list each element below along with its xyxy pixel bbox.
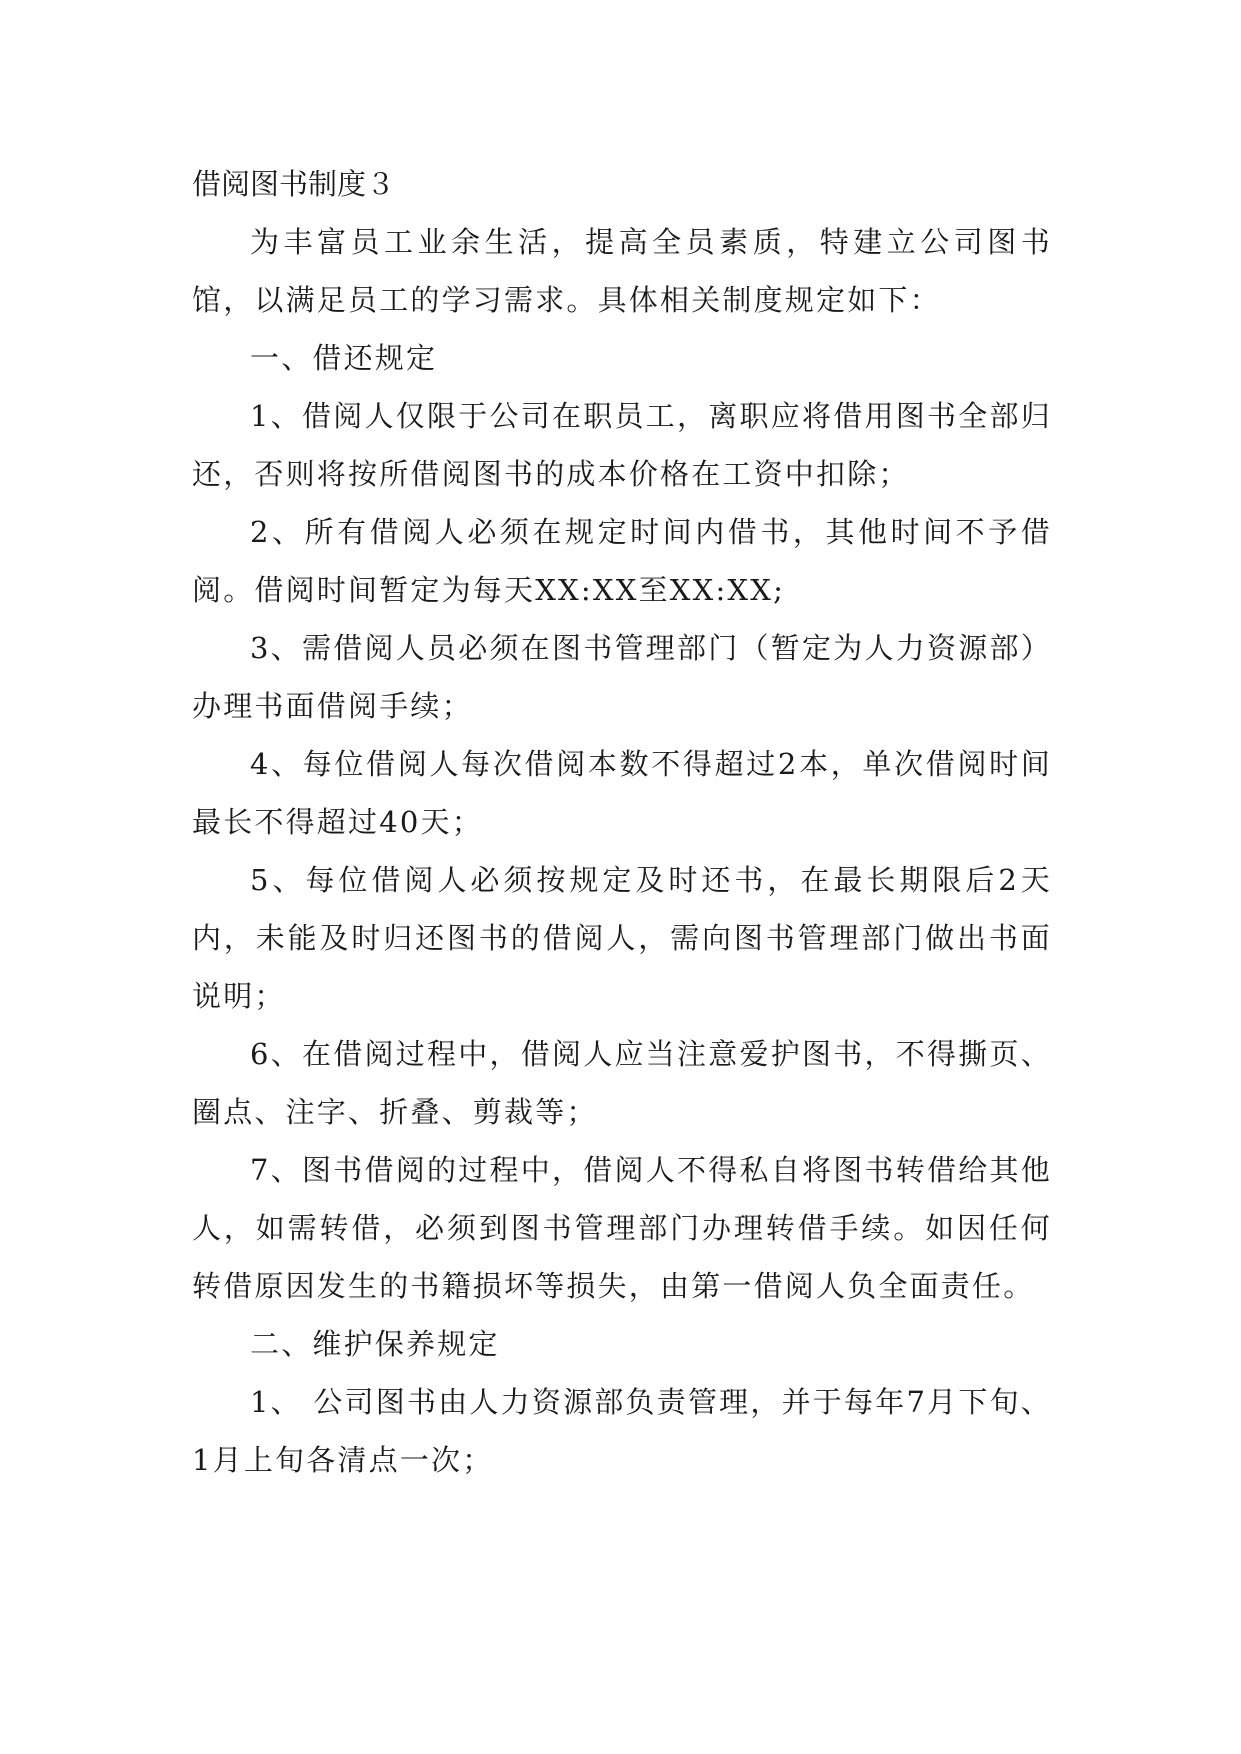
rule-item-6: 6、在借阅过程中，借阅人应当注意爱护图书，不得撕页、圈点、注字、折叠、剪裁等；	[192, 1037, 1052, 1129]
document-page	[192, 155, 1052, 1489]
rule-item-3: 3、需借阅人员必须在图书管理部门（暂定为人力资源部）办理书面借阅手续；	[192, 631, 1052, 723]
rule-item-7: 7、图书借阅的过程中，借阅人不得私自将图书转借给其他人，如需转借，必须到图书管理部门办理转借手续。如因任何转借原因发生的书籍损坏等损失，由第一借阅人负全面责任。	[192, 1153, 1052, 1303]
intro-paragraph: 为丰富员工业余生活，提高全员素质，特建立公司图书馆，以满足员工的学习需求。具体相关制度规定如下：	[192, 225, 1052, 317]
maintenance-item-1: 1、 公司图书由人力资源部负责管理，并于每年7月下旬、1月上旬各清点一次；	[192, 1385, 1052, 1477]
document-title: 借阅图书制度３	[192, 167, 396, 201]
section-heading-maintenance: 二、维护保养规定	[250, 1327, 500, 1361]
rule-item-4: 4、每位借阅人每次借阅本数不得超过2本，单次借阅时间最长不得超过40天；	[192, 747, 1052, 839]
rule-item-1: 1、借阅人仅限于公司在职员工，离职应将借用图书全部归还，否则将按所借阅图书的成本价格在工资中扣除；	[192, 399, 1052, 491]
section-heading-borrow-return: 一、借还规定	[250, 341, 438, 375]
rule-item-2: 2、所有借阅人必须在规定时间内借书，其他时间不予借阅。借阅时间暂定为每天XX:XX至XX:XX;	[192, 515, 1052, 607]
rule-item-5: 5、每位借阅人必须按规定及时还书，在最长期限后2天内，未能及时归还图书的借阅人，需向图书管理部门做出书面说明；	[192, 863, 1052, 1013]
